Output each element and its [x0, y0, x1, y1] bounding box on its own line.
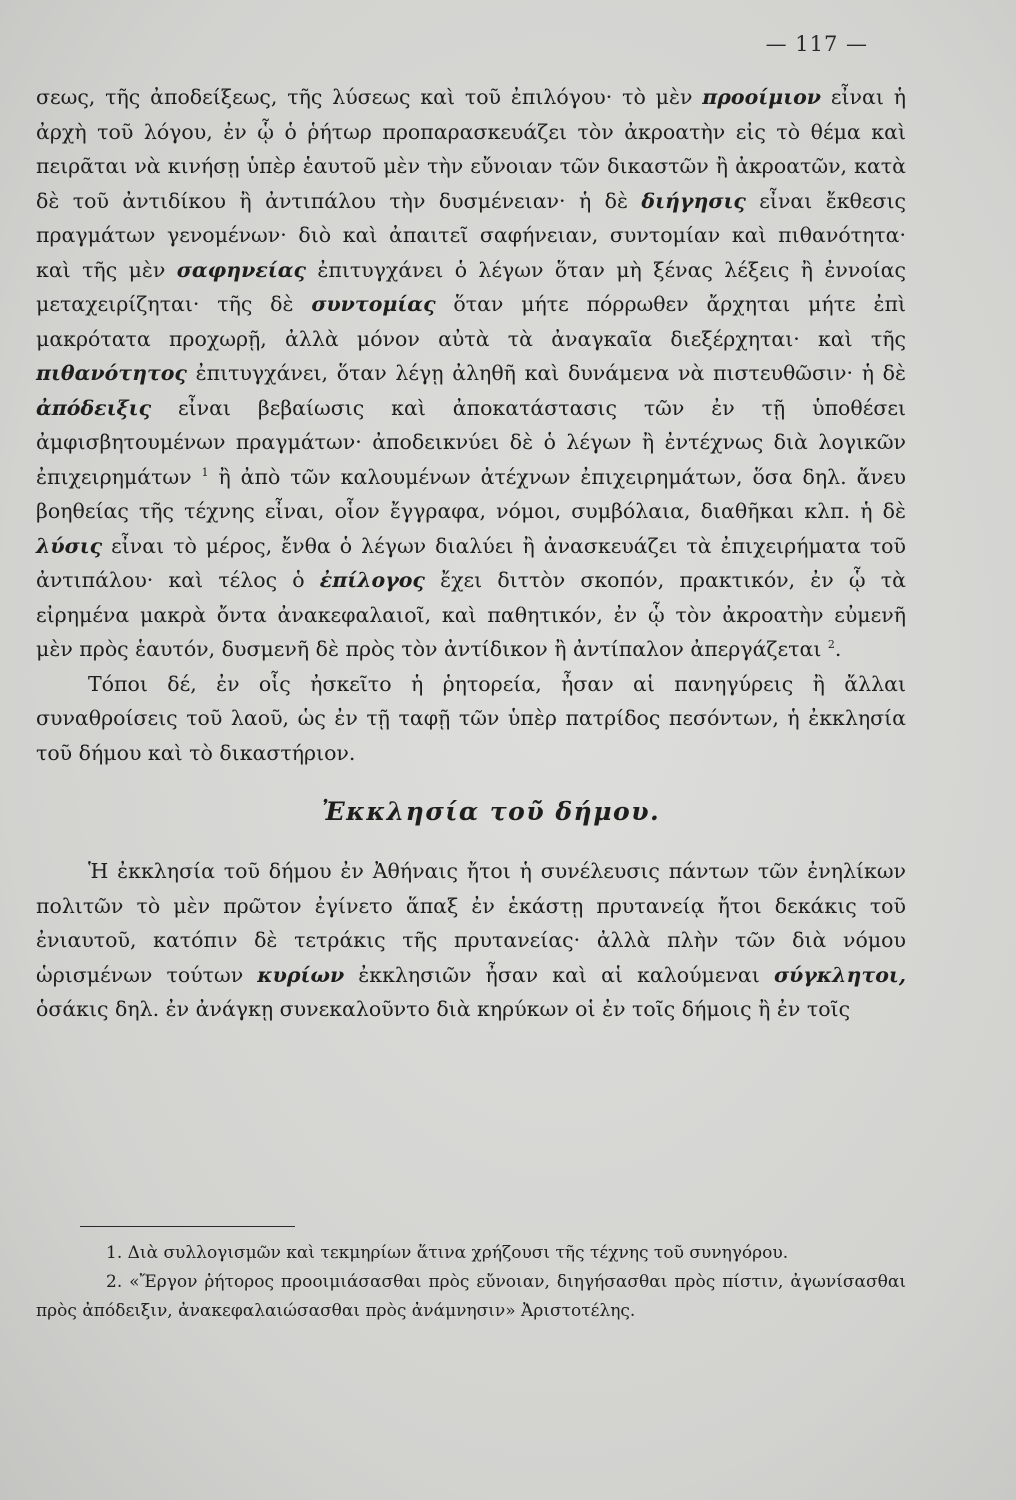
- paragraph-places: Τόποι δέ, ἐν οἷς ἠσκεῖτο ἡ ῥητορεία, ἦσαν αἱ πανηγύρεις ἢ ἄλλαι συναθροίσεις τοῦ λαοῦ, ὡς ἐν τῇ ταφῇ τῶν ὑπὲρ πατρίδος πεσόντων, ἡ ἐκκλησία τοῦ δήμου καὶ τὸ δικαστήριον.: [36, 671, 906, 765]
- text-run: .: [834, 637, 842, 661]
- section-heading: Ἐκκλησία τοῦ δήμου.: [321, 797, 661, 826]
- text-run: ἢ ἀπὸ τῶν καλουμένων ἀτέχνων ἐπιχειρημάτων, ὅσα δηλ. ἄνευ βοηθείας τῆς τέχνης εἶναι, οἷον ἔγγραφα, νόμοι, συμβόλαια, διαθῆκαι κλπ. ἡ δὲ: [36, 464, 906, 523]
- footnote-1: 1. Διὰ συλλογισμῶν καὶ τεκμηρίων ἅτινα χρήζουσι τῆς τέχνης τοῦ συνηγόρου.: [106, 1243, 789, 1263]
- text-run: εἶναι βεβαίωσις καὶ ἀποκατάστασις τῶν ἐν τῇ ὑποθέσει ἀμφισβητουμένων πραγμάτων· ἀποδεικνύει δὲ ὁ λέγων ἢ ἐντέχνως διὰ λογικῶν ἐπιχειρημάτων: [36, 395, 906, 489]
- text-run: ἐπιτυγχάνει, ὅταν λέγῃ ἀληθῆ καὶ δυνάμενα νὰ πιστευθῶσιν· ἡ δὲ: [186, 361, 906, 385]
- footnote-ref-2: 2: [827, 638, 835, 652]
- page-number: — 117 —: [765, 32, 868, 56]
- text-run: ἔχει διττὸν σκοπόν, πρακτικόν, ἐν ᾧ τὰ εἰρημένα μακρὰ ὄντα ἀνακεφαλαιοῖ, καὶ παθητικόν, ἐν ᾧ τὸν ἀκροατὴν εὐμενῆ μὲν πρὸς ἑαυτόν, δυσμενῆ δὲ πρὸς τὸν ἀντίδικον ἢ ἀντίπαλον ἀπεργάζεται: [36, 568, 906, 661]
- term-apodeixis: ἀπόδειξις: [36, 395, 152, 420]
- text-run: εἶναι ἔκθεσις πραγμάτων γενομένων· διὸ καὶ ἀπαιτεῖ σαφήνειαν, συντομίαν καὶ πιθανότητα· καὶ τῆς μὲν: [36, 188, 907, 282]
- footnote-ref-1: 1: [201, 465, 209, 479]
- text-run: ὁσάκις δηλ. ἐν ἀνάγκῃ συνεκαλοῦντο διὰ κηρύκων οἱ ἐν τοῖς δήμοις ἢ ἐν τοῖς: [36, 997, 851, 1021]
- term-syntomia: συντομίας: [311, 292, 436, 316]
- term-lysis: λύσις: [36, 533, 103, 558]
- text-run: Ἡ ἐκκλησία τοῦ δήμου ἐν Ἀθήναις ἤτοι ἡ συνέλευσις πάντων τῶν ἐνηλίκων πολιτῶν τὸ μὲν πρῶτον ἐγίνετο ἅπαξ ἐν ἑκάστῃ πρυτανείᾳ ἤτοι δεκάκις τοῦ ἐνιαυτοῦ, κατόπιν δὲ τετράκις τῆς πρυτανείας· ἀλλὰ πλὴν τῶν διὰ νόμου ὡρισμένων τούτων: [36, 859, 906, 987]
- term-synkletoi: σύγκλητοι,: [773, 962, 906, 987]
- term-kyrion: κυρίων: [257, 962, 345, 987]
- text-run: ἐκκλησιῶν ἦσαν καὶ αἱ καλούμεναι: [344, 962, 774, 987]
- text-run: ἐπιτυγχάνει ὁ λέγων ὅταν μὴ ξένας λέξεις ἢ ἐννοίας μεταχειρίζηται· τῆς δὲ: [36, 257, 907, 316]
- main-text: [36, 80, 906, 1027]
- footnote-2: 2. «Ἔργον ῥήτορος προοιμιάσασθαι πρὸς εὔνοιαν, διηγήσασθαι πρὸς πίστιν, ἀγωνίσασθαι πρὸς ἀπόδειξιν, ἀνακεφαλαιώσασθαι πρὸς ἀνάμνησιν» Ἀριστοτέλης.: [36, 1272, 906, 1321]
- text-run: σεως, τῆς ἀποδείξεως, τῆς λύσεως καὶ τοῦ ἐπιλόγου· τὸ μὲν: [36, 85, 703, 109]
- term-epilogos: ἐπίλογος: [319, 568, 425, 592]
- footnotes: [36, 1225, 906, 1326]
- paragraph-ekklesia: [36, 854, 906, 1027]
- term-safeneia: σαφηνείας: [176, 257, 306, 282]
- text-run: εἶναι τὸ μέρος, ἔνθα ὁ λέγων διαλύει ἢ ἀνασκευάζει τὰ ἐπιχειρήματα τοῦ ἀντιπάλου· καὶ τέλος ὁ: [36, 533, 906, 592]
- term-prooimion: προοίμιον: [702, 85, 822, 109]
- term-pithanotes: πιθανότητος: [36, 361, 187, 385]
- text-run: εἶναι ἡ ἀρχὴ τοῦ λόγου, ἐν ᾧ ὁ ῥήτωρ προπαρασκευάζει τὸν ἀκροατὴν εἰς τὸ θέμα καὶ πειρᾶται νὰ κινήσῃ ὑπὲρ ἑαυτοῦ μὲν τὴν εὔνοιαν τῶν δικαστῶν ἢ ἀκροατῶν, κατὰ δὲ τοῦ ἀντιδίκου ἢ ἀντιπάλου τὴν δυσμένειαν· ἡ δὲ: [36, 85, 906, 213]
- paragraph-parts-of-speech: [36, 80, 906, 667]
- term-diegesis: διήγησις: [641, 188, 746, 213]
- text-run: ὅταν μήτε πόρρωθεν ἄρχηται μήτε ἐπὶ μακρότατα προχωρῇ, ἀλλὰ μόνον αὐτὰ τὰ ἀναγκαῖα διεξέρχηται· καὶ τῆς: [36, 292, 906, 351]
